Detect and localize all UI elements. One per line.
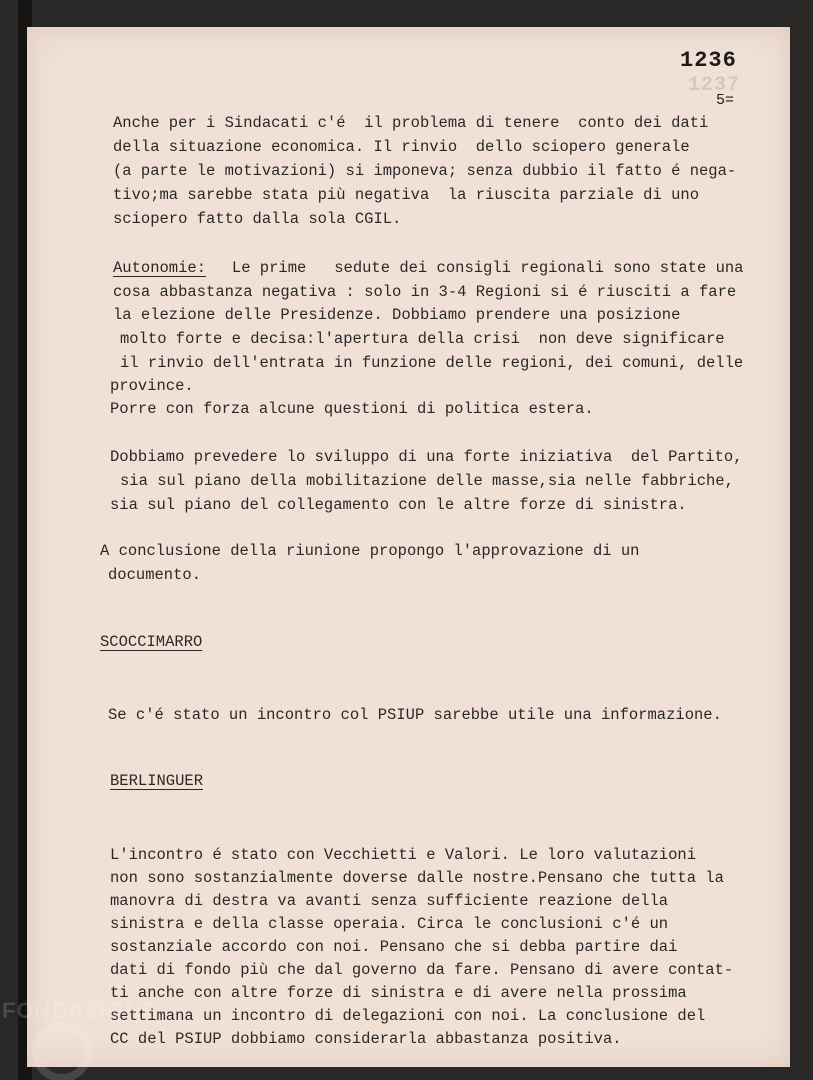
text-line: sia sul piano del collegamento con le altre forze di sinistra. xyxy=(110,496,687,514)
text-line: della situazione economica. Il rinvio dello sciopero generale xyxy=(113,138,690,156)
text-line: molto forte e decisa:l'apertura della crisi non deve significare xyxy=(120,330,725,348)
ghost-page-number: 1237 xyxy=(688,74,741,97)
text-line: Le prime sedute dei consigli regionali sono state una xyxy=(204,259,744,277)
text-line: dati di fondo più che dal governo da fare. Pensano di avere contat- xyxy=(110,961,734,979)
text-line: sciopero fatto dalla sola CGIL. xyxy=(113,210,402,228)
text-line: CC del PSIUP dobbiamo considerarla abbastanza positiva. xyxy=(110,1030,622,1048)
text-line: ti anche con altre forze di sinistra e di avere nella prossima xyxy=(110,984,687,1002)
text-line: settimana un incontro di delegazioni con noi. La conclusione del xyxy=(110,1007,706,1025)
text-line: sostanziale accordo con noi. Pensano che si debba partire dai xyxy=(110,938,678,956)
speaker-heading-berlinguer: BERLINGUER xyxy=(110,772,204,790)
text-line: manovra di destra va avanti senza sufficiente reazione della xyxy=(110,892,669,910)
text-line: Dobbiamo prevedere lo sviluppo di una forte iniziativa del Partito, xyxy=(110,448,743,466)
text-line: L'incontro é stato con Vecchietti e Valori. Le loro valutazioni xyxy=(110,846,696,864)
text-line: il rinvio dell'entrata in funzione delle regioni, dei comuni, delle xyxy=(120,354,744,372)
text-line: sia sul piano della mobilitazione delle masse,sia nelle fabbriche, xyxy=(120,472,734,490)
text-line: documento. xyxy=(108,566,202,584)
text-line: (a parte le motivazioni) si imponeva; senza dubbio il fatto é nega- xyxy=(113,162,737,180)
autonomie-label: Autonomie: xyxy=(113,259,207,277)
speaker-heading-scoccimarro: SCOCCIMARRO xyxy=(100,633,203,651)
text-line: Se c'é stato un incontro col PSIUP sarebbe utile una informazione. xyxy=(108,706,722,724)
text-line: Anche per i Sindacati c'é il problema di tenere conto dei dati xyxy=(113,114,709,132)
text-line: sinistra e della classe operaia. Circa le conclusioni c'é un xyxy=(110,915,669,933)
text-line: tivo;ma sarebbe stata più negativa la riuscita parziale di uno xyxy=(113,186,699,204)
text-line: province. xyxy=(110,377,194,395)
page-number: 1236 xyxy=(680,48,737,73)
text-line: cosa abbastanza negativa : solo in 3-4 Regioni si é riusciti a fare xyxy=(113,283,737,301)
text-line: la elezione delle Presidenze. Dobbiamo prendere una posizione xyxy=(113,306,681,324)
text-line: A conclusione della riunione propongo l'approvazione di un xyxy=(100,542,640,560)
text-line: non sono sostanzialmente doverse dalle nostre.Pensano che tutta la xyxy=(110,869,724,887)
watermark-text: FONDAZIONE xyxy=(2,998,158,1023)
sheet-marker: 5= xyxy=(716,92,735,109)
text-line: Porre con forza alcune questioni di politica estera. xyxy=(110,400,594,418)
